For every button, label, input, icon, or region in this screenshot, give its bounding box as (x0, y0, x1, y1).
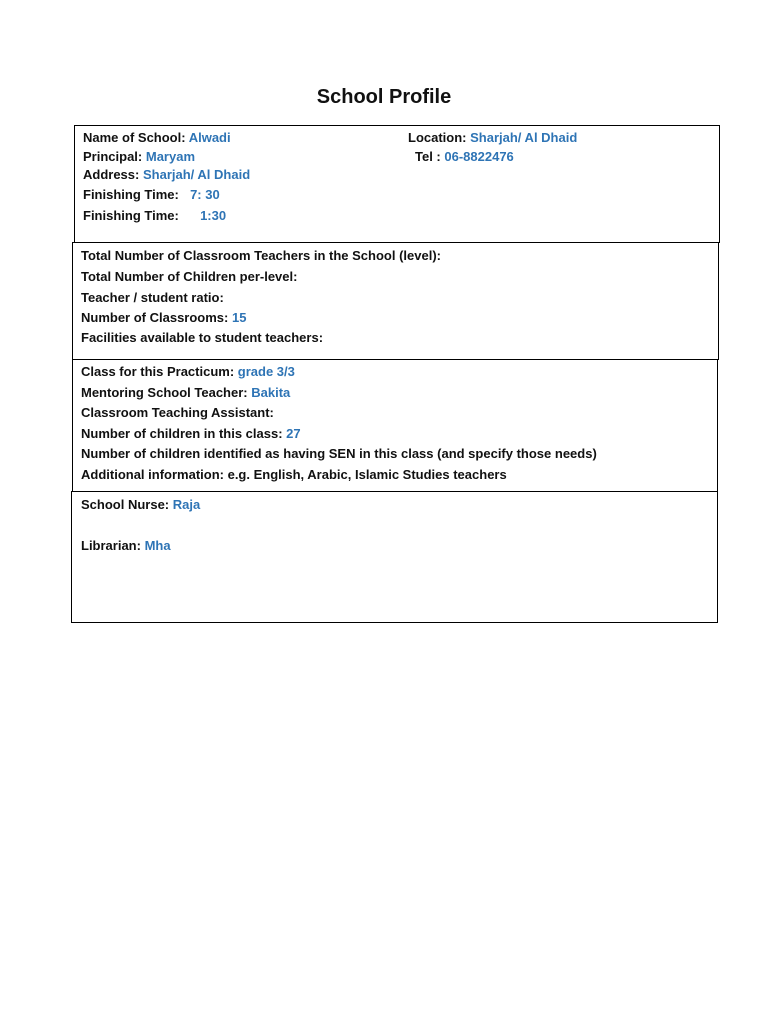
finishing-time-2-value: 1:30 (200, 208, 227, 223)
practicum-class-value: grade 3/3 (237, 364, 295, 379)
tel-value: 06-8822476 (444, 149, 514, 164)
nurse-row (81, 497, 200, 513)
ratio-label: Teacher / student ratio: (81, 290, 224, 305)
principal-value: Maryam (145, 149, 196, 164)
address-value: Sharjah/ Al Dhaid (142, 167, 251, 182)
principal-row (83, 149, 195, 165)
total-children-label: Total Number of Children per-level: (81, 269, 298, 284)
facilities-label: Facilities available to student teachers: (81, 330, 324, 345)
sen-label: Number of children identified as having SEN in this class (and specify those needs) (81, 446, 597, 461)
address-label: Address: (83, 167, 140, 182)
librarian-label: Librarian: (81, 538, 141, 553)
librarian-value: Mha (144, 538, 171, 553)
librarian-row (81, 538, 171, 554)
additional-info-label: Additional information: e.g. English, Arabic, Islamic Studies teachers (81, 467, 507, 482)
school-name-label: Name of School: (83, 130, 186, 145)
mentor-value: Bakita (251, 385, 291, 400)
sen-row (81, 446, 597, 462)
facilities-row (81, 330, 323, 346)
school-name-value: Alwadi (188, 130, 231, 145)
finishing-time-2-label: Finishing Time: (83, 208, 179, 223)
nurse-value: Raja (172, 497, 201, 512)
practicum-class-row (81, 364, 295, 380)
classrooms-label: Number of Classrooms: (81, 310, 229, 325)
ratio-row (81, 290, 224, 306)
mentor-label: Mentoring School Teacher: (81, 385, 248, 400)
nurse-label: School Nurse: (81, 497, 170, 512)
principal-label: Principal: (83, 149, 143, 164)
classrooms-value: 15 (232, 310, 247, 325)
tel-row (415, 149, 514, 165)
mentor-row (81, 385, 290, 401)
assistant-label: Classroom Teaching Assistant: (81, 405, 274, 420)
finishing-time-1-label: Finishing Time: (83, 187, 179, 202)
location-row (408, 130, 577, 146)
finishing-time-row-2 (83, 208, 226, 224)
tel-label: Tel : (415, 149, 441, 164)
practicum-class-label: Class for this Practicum: (81, 364, 235, 379)
school-name-row (83, 130, 231, 146)
total-teachers-row (81, 248, 441, 264)
finishing-time-row-1 (83, 187, 220, 203)
total-teachers-label: Total Number of Classroom Teachers in the School (level): (81, 248, 441, 263)
total-children-row (81, 269, 297, 285)
location-value: Sharjah/ Al Dhaid (470, 130, 578, 145)
address-row (83, 167, 250, 183)
location-label: Location: (408, 130, 467, 145)
additional-info-row (81, 467, 507, 483)
children-count-label: Number of children in this class: (81, 426, 283, 441)
page-title: School Profile (316, 86, 452, 108)
finishing-time-1-value: 7: 30 (190, 187, 220, 202)
assistant-row (81, 405, 274, 421)
classrooms-row (81, 310, 246, 326)
children-count-value: 27 (286, 426, 301, 441)
children-count-row (81, 426, 301, 442)
